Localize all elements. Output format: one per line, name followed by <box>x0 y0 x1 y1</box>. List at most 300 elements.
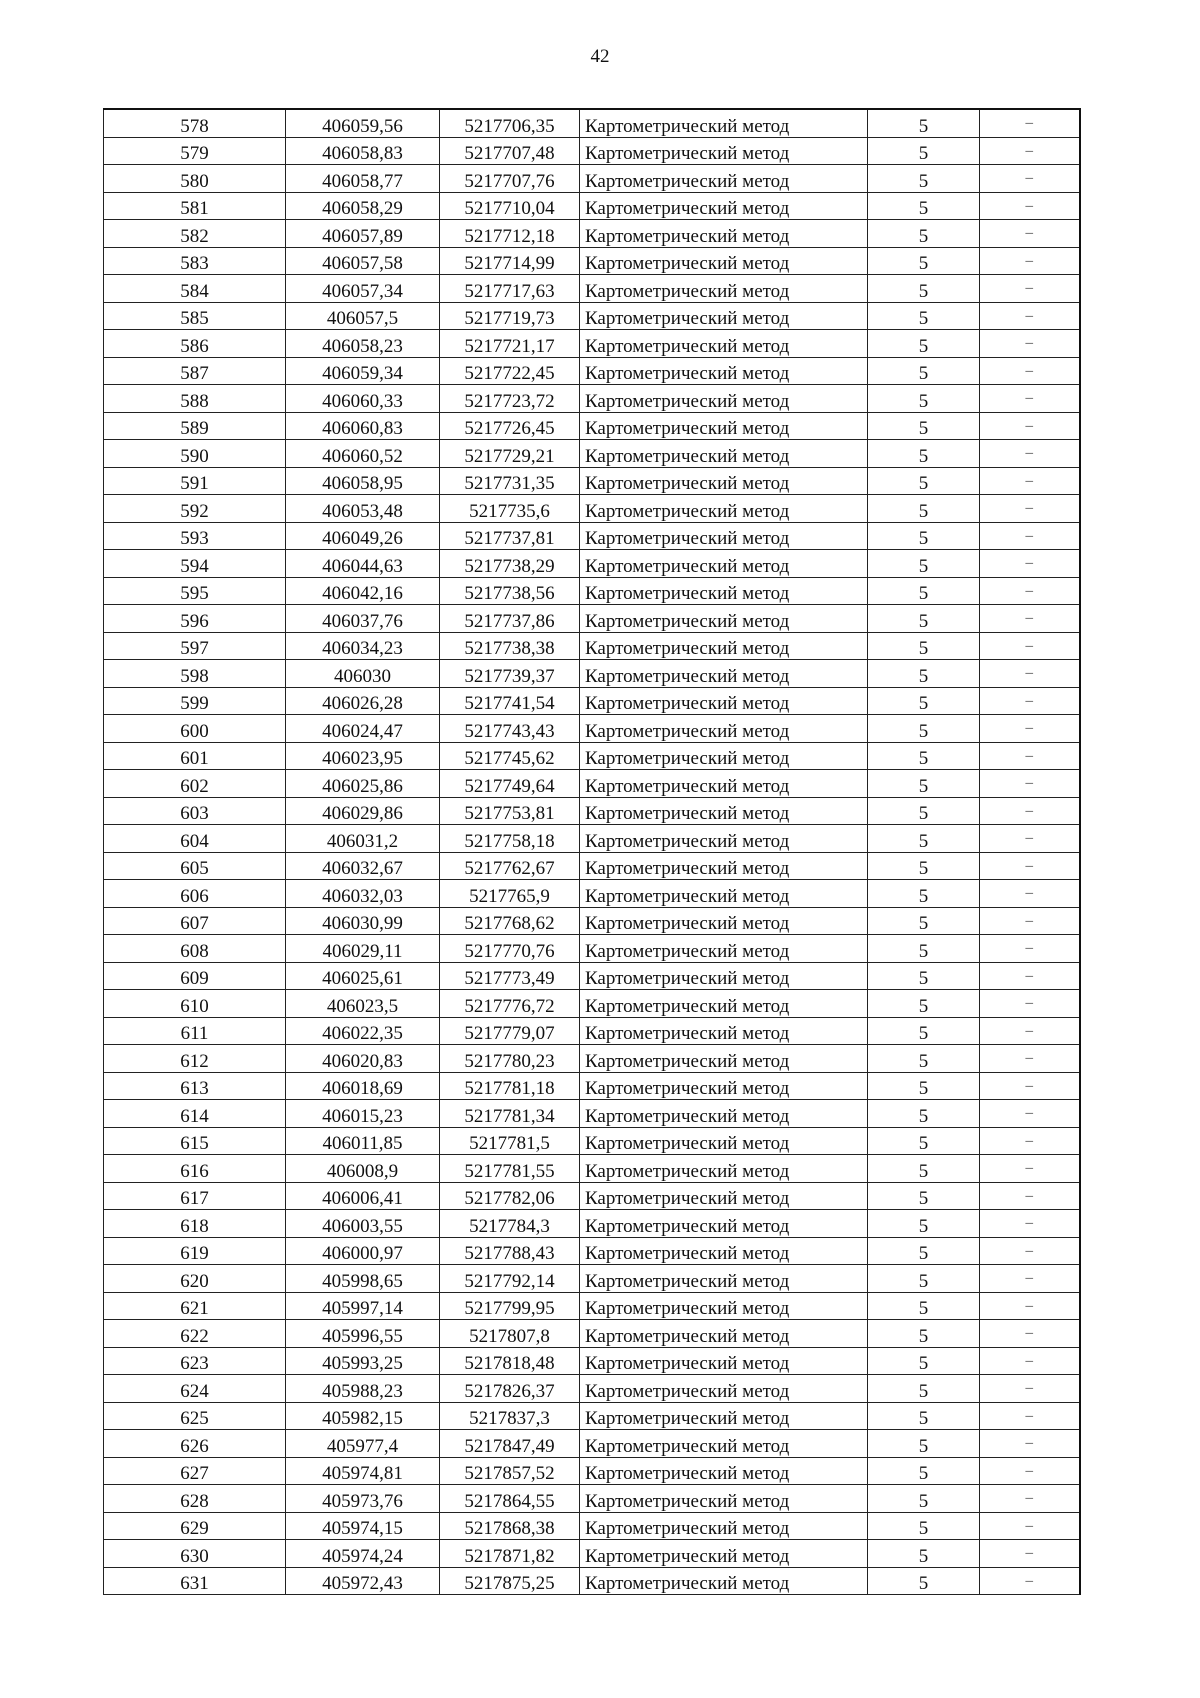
y-coordinate-cell: 5217871,82 <box>440 1540 580 1568</box>
x-coordinate-cell: 406023,5 <box>286 990 440 1018</box>
method-cell: Картометрический метод <box>580 770 868 798</box>
accuracy-cell: 5 <box>868 440 980 468</box>
x-coordinate-cell: 406022,35 <box>286 1017 440 1045</box>
description-cell: – <box>980 495 1080 523</box>
accuracy-cell: 5 <box>868 1100 980 1128</box>
description-cell: – <box>980 1402 1080 1430</box>
point-number-cell: 583 <box>104 247 286 275</box>
table-row <box>104 1375 1080 1403</box>
accuracy-cell: 5 <box>868 935 980 963</box>
table-row <box>104 275 1080 303</box>
y-coordinate-cell: 5217818,48 <box>440 1347 580 1375</box>
method-cell: Картометрический метод <box>580 935 868 963</box>
x-coordinate-cell: 405974,81 <box>286 1457 440 1485</box>
x-coordinate-cell: 406057,89 <box>286 220 440 248</box>
table-row <box>104 1540 1080 1568</box>
method-cell: Картометрический метод <box>580 907 868 935</box>
method-cell: Картометрический метод <box>580 632 868 660</box>
method-cell: Картометрический метод <box>580 687 868 715</box>
description-cell: – <box>980 1320 1080 1348</box>
x-coordinate-cell: 406008,9 <box>286 1155 440 1183</box>
description-cell: – <box>980 1292 1080 1320</box>
description-cell: – <box>980 412 1080 440</box>
point-number-cell: 604 <box>104 825 286 853</box>
method-cell: Картометрический метод <box>580 1017 868 1045</box>
accuracy-cell: 5 <box>868 660 980 688</box>
point-number-cell: 625 <box>104 1402 286 1430</box>
point-number-cell: 579 <box>104 137 286 165</box>
description-cell: – <box>980 990 1080 1018</box>
point-number-cell: 600 <box>104 715 286 743</box>
description-cell: – <box>980 1127 1080 1155</box>
description-cell: – <box>980 907 1080 935</box>
table-row <box>104 1402 1080 1430</box>
y-coordinate-cell: 5217753,81 <box>440 797 580 825</box>
accuracy-cell: 5 <box>868 1347 980 1375</box>
x-coordinate-cell: 405974,24 <box>286 1540 440 1568</box>
y-coordinate-cell: 5217864,55 <box>440 1485 580 1513</box>
accuracy-cell: 5 <box>868 1402 980 1430</box>
y-coordinate-cell: 5217847,49 <box>440 1430 580 1458</box>
table-row <box>104 935 1080 963</box>
method-cell: Картометрический метод <box>580 990 868 1018</box>
description-cell: – <box>980 1375 1080 1403</box>
x-coordinate-cell: 406057,58 <box>286 247 440 275</box>
method-cell: Картометрический метод <box>580 1265 868 1293</box>
point-number-cell: 603 <box>104 797 286 825</box>
accuracy-cell: 5 <box>868 797 980 825</box>
description-cell: – <box>980 192 1080 220</box>
point-number-cell: 609 <box>104 962 286 990</box>
table-row <box>104 907 1080 935</box>
accuracy-cell: 5 <box>868 715 980 743</box>
table-row <box>104 660 1080 688</box>
coordinates-table-body <box>104 109 1080 1595</box>
y-coordinate-cell: 5217714,99 <box>440 247 580 275</box>
table-row <box>104 1155 1080 1183</box>
point-number-cell: 591 <box>104 467 286 495</box>
point-number-cell: 590 <box>104 440 286 468</box>
accuracy-cell: 5 <box>868 137 980 165</box>
description-cell: – <box>980 1017 1080 1045</box>
point-number-cell: 594 <box>104 550 286 578</box>
table-row <box>104 495 1080 523</box>
accuracy-cell: 5 <box>868 852 980 880</box>
description-cell: – <box>980 522 1080 550</box>
point-number-cell: 580 <box>104 165 286 193</box>
description-cell: – <box>980 275 1080 303</box>
point-number-cell: 614 <box>104 1100 286 1128</box>
description-cell: – <box>980 109 1080 137</box>
accuracy-cell: 5 <box>868 412 980 440</box>
x-coordinate-cell: 406053,48 <box>286 495 440 523</box>
description-cell: – <box>980 467 1080 495</box>
method-cell: Картометрический метод <box>580 1072 868 1100</box>
x-coordinate-cell: 406057,5 <box>286 302 440 330</box>
x-coordinate-cell: 405974,15 <box>286 1512 440 1540</box>
point-number-cell: 611 <box>104 1017 286 1045</box>
method-cell: Картометрический метод <box>580 137 868 165</box>
method-cell: Картометрический метод <box>580 605 868 633</box>
x-coordinate-cell: 406060,52 <box>286 440 440 468</box>
method-cell: Картометрический метод <box>580 1347 868 1375</box>
y-coordinate-cell: 5217799,95 <box>440 1292 580 1320</box>
accuracy-cell: 5 <box>868 907 980 935</box>
table-row <box>104 797 1080 825</box>
y-coordinate-cell: 5217726,45 <box>440 412 580 440</box>
x-coordinate-cell: 406058,29 <box>286 192 440 220</box>
x-coordinate-cell: 406030 <box>286 660 440 688</box>
point-number-cell: 601 <box>104 742 286 770</box>
table-row <box>104 385 1080 413</box>
accuracy-cell: 5 <box>868 1127 980 1155</box>
method-cell: Картометрический метод <box>580 192 868 220</box>
table-row <box>104 962 1080 990</box>
x-coordinate-cell: 406042,16 <box>286 577 440 605</box>
y-coordinate-cell: 5217875,25 <box>440 1567 580 1595</box>
y-coordinate-cell: 5217765,9 <box>440 880 580 908</box>
y-coordinate-cell: 5217792,14 <box>440 1265 580 1293</box>
accuracy-cell: 5 <box>868 1540 980 1568</box>
point-number-cell: 578 <box>104 109 286 137</box>
accuracy-cell: 5 <box>868 220 980 248</box>
y-coordinate-cell: 5217729,21 <box>440 440 580 468</box>
method-cell: Картометрический метод <box>580 577 868 605</box>
description-cell: – <box>980 770 1080 798</box>
point-number-cell: 607 <box>104 907 286 935</box>
y-coordinate-cell: 5217707,76 <box>440 165 580 193</box>
y-coordinate-cell: 5217738,38 <box>440 632 580 660</box>
table-row <box>104 1567 1080 1595</box>
method-cell: Картометрический метод <box>580 852 868 880</box>
accuracy-cell: 5 <box>868 962 980 990</box>
y-coordinate-cell: 5217782,06 <box>440 1182 580 1210</box>
description-cell: – <box>980 1237 1080 1265</box>
y-coordinate-cell: 5217781,55 <box>440 1155 580 1183</box>
point-number-cell: 586 <box>104 330 286 358</box>
accuracy-cell: 5 <box>868 1320 980 1348</box>
point-number-cell: 627 <box>104 1457 286 1485</box>
description-cell: – <box>980 660 1080 688</box>
method-cell: Картометрический метод <box>580 1320 868 1348</box>
description-cell: – <box>980 1347 1080 1375</box>
table-row <box>104 990 1080 1018</box>
method-cell: Картометрический метод <box>580 1457 868 1485</box>
y-coordinate-cell: 5217717,63 <box>440 275 580 303</box>
accuracy-cell: 5 <box>868 247 980 275</box>
y-coordinate-cell: 5217762,67 <box>440 852 580 880</box>
y-coordinate-cell: 5217784,3 <box>440 1210 580 1238</box>
method-cell: Картометрический метод <box>580 550 868 578</box>
point-number-cell: 610 <box>104 990 286 1018</box>
table-row <box>104 880 1080 908</box>
y-coordinate-cell: 5217712,18 <box>440 220 580 248</box>
x-coordinate-cell: 405988,23 <box>286 1375 440 1403</box>
method-cell: Картометрический метод <box>580 715 868 743</box>
table-row <box>104 1347 1080 1375</box>
accuracy-cell: 5 <box>868 1182 980 1210</box>
method-cell: Картометрический метод <box>580 109 868 137</box>
y-coordinate-cell: 5217779,07 <box>440 1017 580 1045</box>
method-cell: Картометрический метод <box>580 880 868 908</box>
table-row <box>104 1045 1080 1073</box>
y-coordinate-cell: 5217770,76 <box>440 935 580 963</box>
x-coordinate-cell: 406025,86 <box>286 770 440 798</box>
description-cell: – <box>980 1485 1080 1513</box>
method-cell: Картометрический метод <box>580 302 868 330</box>
method-cell: Картометрический метод <box>580 1402 868 1430</box>
x-coordinate-cell: 405972,43 <box>286 1567 440 1595</box>
table-row <box>104 742 1080 770</box>
x-coordinate-cell: 406057,34 <box>286 275 440 303</box>
x-coordinate-cell: 406060,33 <box>286 385 440 413</box>
y-coordinate-cell: 5217773,49 <box>440 962 580 990</box>
point-number-cell: 605 <box>104 852 286 880</box>
method-cell: Картометрический метод <box>580 1567 868 1595</box>
x-coordinate-cell: 406031,2 <box>286 825 440 853</box>
method-cell: Картометрический метод <box>580 467 868 495</box>
method-cell: Картометрический метод <box>580 1375 868 1403</box>
table-row <box>104 467 1080 495</box>
x-coordinate-cell: 406024,47 <box>286 715 440 743</box>
y-coordinate-cell: 5217788,43 <box>440 1237 580 1265</box>
method-cell: Картометрический метод <box>580 1182 868 1210</box>
table-row <box>104 247 1080 275</box>
y-coordinate-cell: 5217745,62 <box>440 742 580 770</box>
table-row <box>104 165 1080 193</box>
x-coordinate-cell: 406030,99 <box>286 907 440 935</box>
x-coordinate-cell: 406034,23 <box>286 632 440 660</box>
x-coordinate-cell: 406023,95 <box>286 742 440 770</box>
description-cell: – <box>980 1430 1080 1458</box>
accuracy-cell: 5 <box>868 605 980 633</box>
point-number-cell: 598 <box>104 660 286 688</box>
description-cell: – <box>980 1182 1080 1210</box>
table-row <box>104 302 1080 330</box>
accuracy-cell: 5 <box>868 165 980 193</box>
point-number-cell: 623 <box>104 1347 286 1375</box>
method-cell: Картометрический метод <box>580 412 868 440</box>
point-number-cell: 596 <box>104 605 286 633</box>
description-cell: – <box>980 632 1080 660</box>
x-coordinate-cell: 406000,97 <box>286 1237 440 1265</box>
point-number-cell: 619 <box>104 1237 286 1265</box>
accuracy-cell: 5 <box>868 550 980 578</box>
y-coordinate-cell: 5217780,23 <box>440 1045 580 1073</box>
method-cell: Картометрический метод <box>580 1210 868 1238</box>
y-coordinate-cell: 5217741,54 <box>440 687 580 715</box>
description-cell: – <box>980 880 1080 908</box>
x-coordinate-cell: 406006,41 <box>286 1182 440 1210</box>
point-number-cell: 616 <box>104 1155 286 1183</box>
method-cell: Картометрический метод <box>580 1155 868 1183</box>
method-cell: Картометрический метод <box>580 495 868 523</box>
point-number-cell: 608 <box>104 935 286 963</box>
method-cell: Картометрический метод <box>580 1045 868 1073</box>
table-row <box>104 1320 1080 1348</box>
accuracy-cell: 5 <box>868 1210 980 1238</box>
y-coordinate-cell: 5217768,62 <box>440 907 580 935</box>
y-coordinate-cell: 5217738,29 <box>440 550 580 578</box>
accuracy-cell: 5 <box>868 742 980 770</box>
description-cell: – <box>980 1265 1080 1293</box>
x-coordinate-cell: 406018,69 <box>286 1072 440 1100</box>
point-number-cell: 606 <box>104 880 286 908</box>
table-row <box>104 412 1080 440</box>
method-cell: Картометрический метод <box>580 797 868 825</box>
description-cell: – <box>980 852 1080 880</box>
table-row <box>104 1017 1080 1045</box>
description-cell: – <box>980 742 1080 770</box>
accuracy-cell: 5 <box>868 770 980 798</box>
accuracy-cell: 5 <box>868 302 980 330</box>
y-coordinate-cell: 5217857,52 <box>440 1457 580 1485</box>
description-cell: – <box>980 137 1080 165</box>
table-row <box>104 1265 1080 1293</box>
description-cell: – <box>980 440 1080 468</box>
method-cell: Картометрический метод <box>580 1127 868 1155</box>
point-number-cell: 620 <box>104 1265 286 1293</box>
table-row <box>104 330 1080 358</box>
table-row <box>104 1485 1080 1513</box>
x-coordinate-cell: 405973,76 <box>286 1485 440 1513</box>
method-cell: Картометрический метод <box>580 1540 868 1568</box>
point-number-cell: 628 <box>104 1485 286 1513</box>
accuracy-cell: 5 <box>868 467 980 495</box>
accuracy-cell: 5 <box>868 687 980 715</box>
point-number-cell: 599 <box>104 687 286 715</box>
y-coordinate-cell: 5217826,37 <box>440 1375 580 1403</box>
method-cell: Картометрический метод <box>580 522 868 550</box>
x-coordinate-cell: 405982,15 <box>286 1402 440 1430</box>
accuracy-cell: 5 <box>868 1237 980 1265</box>
accuracy-cell: 5 <box>868 1265 980 1293</box>
accuracy-cell: 5 <box>868 990 980 1018</box>
point-number-cell: 621 <box>104 1292 286 1320</box>
method-cell: Картометрический метод <box>580 247 868 275</box>
accuracy-cell: 5 <box>868 632 980 660</box>
description-cell: – <box>980 1512 1080 1540</box>
table-row <box>104 687 1080 715</box>
point-number-cell: 617 <box>104 1182 286 1210</box>
table-row <box>104 632 1080 660</box>
table-row <box>104 440 1080 468</box>
point-number-cell: 592 <box>104 495 286 523</box>
table-row <box>104 1100 1080 1128</box>
method-cell: Картометрический метод <box>580 660 868 688</box>
table-row <box>104 1072 1080 1100</box>
method-cell: Картометрический метод <box>580 1100 868 1128</box>
method-cell: Картометрический метод <box>580 440 868 468</box>
point-number-cell: 626 <box>104 1430 286 1458</box>
method-cell: Картометрический метод <box>580 1512 868 1540</box>
table-row <box>104 605 1080 633</box>
y-coordinate-cell: 5217837,3 <box>440 1402 580 1430</box>
table-row <box>104 550 1080 578</box>
y-coordinate-cell: 5217721,17 <box>440 330 580 358</box>
description-cell: – <box>980 577 1080 605</box>
description-cell: – <box>980 1045 1080 1073</box>
accuracy-cell: 5 <box>868 495 980 523</box>
accuracy-cell: 5 <box>868 357 980 385</box>
y-coordinate-cell: 5217719,73 <box>440 302 580 330</box>
x-coordinate-cell: 405977,4 <box>286 1430 440 1458</box>
y-coordinate-cell: 5217776,72 <box>440 990 580 1018</box>
point-number-cell: 629 <box>104 1512 286 1540</box>
method-cell: Картометрический метод <box>580 385 868 413</box>
x-coordinate-cell: 405993,25 <box>286 1347 440 1375</box>
method-cell: Картометрический метод <box>580 275 868 303</box>
x-coordinate-cell: 406059,56 <box>286 109 440 137</box>
y-coordinate-cell: 5217735,6 <box>440 495 580 523</box>
table-row <box>104 825 1080 853</box>
x-coordinate-cell: 406037,76 <box>286 605 440 633</box>
y-coordinate-cell: 5217781,34 <box>440 1100 580 1128</box>
y-coordinate-cell: 5217807,8 <box>440 1320 580 1348</box>
table-row <box>104 192 1080 220</box>
description-cell: – <box>980 357 1080 385</box>
accuracy-cell: 5 <box>868 577 980 605</box>
accuracy-cell: 5 <box>868 275 980 303</box>
point-number-cell: 630 <box>104 1540 286 1568</box>
description-cell: – <box>980 247 1080 275</box>
x-coordinate-cell: 405997,14 <box>286 1292 440 1320</box>
table-row <box>104 109 1080 137</box>
y-coordinate-cell: 5217722,45 <box>440 357 580 385</box>
point-number-cell: 588 <box>104 385 286 413</box>
method-cell: Картометрический метод <box>580 742 868 770</box>
table-row <box>104 1457 1080 1485</box>
table-row <box>104 220 1080 248</box>
point-number-cell: 597 <box>104 632 286 660</box>
description-cell: – <box>980 962 1080 990</box>
point-number-cell: 587 <box>104 357 286 385</box>
accuracy-cell: 5 <box>868 1512 980 1540</box>
method-cell: Картометрический метод <box>580 962 868 990</box>
accuracy-cell: 5 <box>868 109 980 137</box>
description-cell: – <box>980 1540 1080 1568</box>
accuracy-cell: 5 <box>868 522 980 550</box>
point-number-cell: 584 <box>104 275 286 303</box>
accuracy-cell: 5 <box>868 1485 980 1513</box>
point-number-cell: 618 <box>104 1210 286 1238</box>
method-cell: Картометрический метод <box>580 1292 868 1320</box>
method-cell: Картометрический метод <box>580 1485 868 1513</box>
point-number-cell: 622 <box>104 1320 286 1348</box>
x-coordinate-cell: 406032,03 <box>286 880 440 908</box>
description-cell: – <box>980 1155 1080 1183</box>
description-cell: – <box>980 1210 1080 1238</box>
description-cell: – <box>980 550 1080 578</box>
point-number-cell: 589 <box>104 412 286 440</box>
point-number-cell: 615 <box>104 1127 286 1155</box>
accuracy-cell: 5 <box>868 330 980 358</box>
accuracy-cell: 5 <box>868 1045 980 1073</box>
x-coordinate-cell: 406029,86 <box>286 797 440 825</box>
description-cell: – <box>980 165 1080 193</box>
x-coordinate-cell: 406003,55 <box>286 1210 440 1238</box>
y-coordinate-cell: 5217737,86 <box>440 605 580 633</box>
accuracy-cell: 5 <box>868 825 980 853</box>
point-number-cell: 613 <box>104 1072 286 1100</box>
point-number-cell: 631 <box>104 1567 286 1595</box>
accuracy-cell: 5 <box>868 1072 980 1100</box>
table-row <box>104 1210 1080 1238</box>
accuracy-cell: 5 <box>868 1017 980 1045</box>
x-coordinate-cell: 406025,61 <box>286 962 440 990</box>
point-number-cell: 582 <box>104 220 286 248</box>
x-coordinate-cell: 406011,85 <box>286 1127 440 1155</box>
